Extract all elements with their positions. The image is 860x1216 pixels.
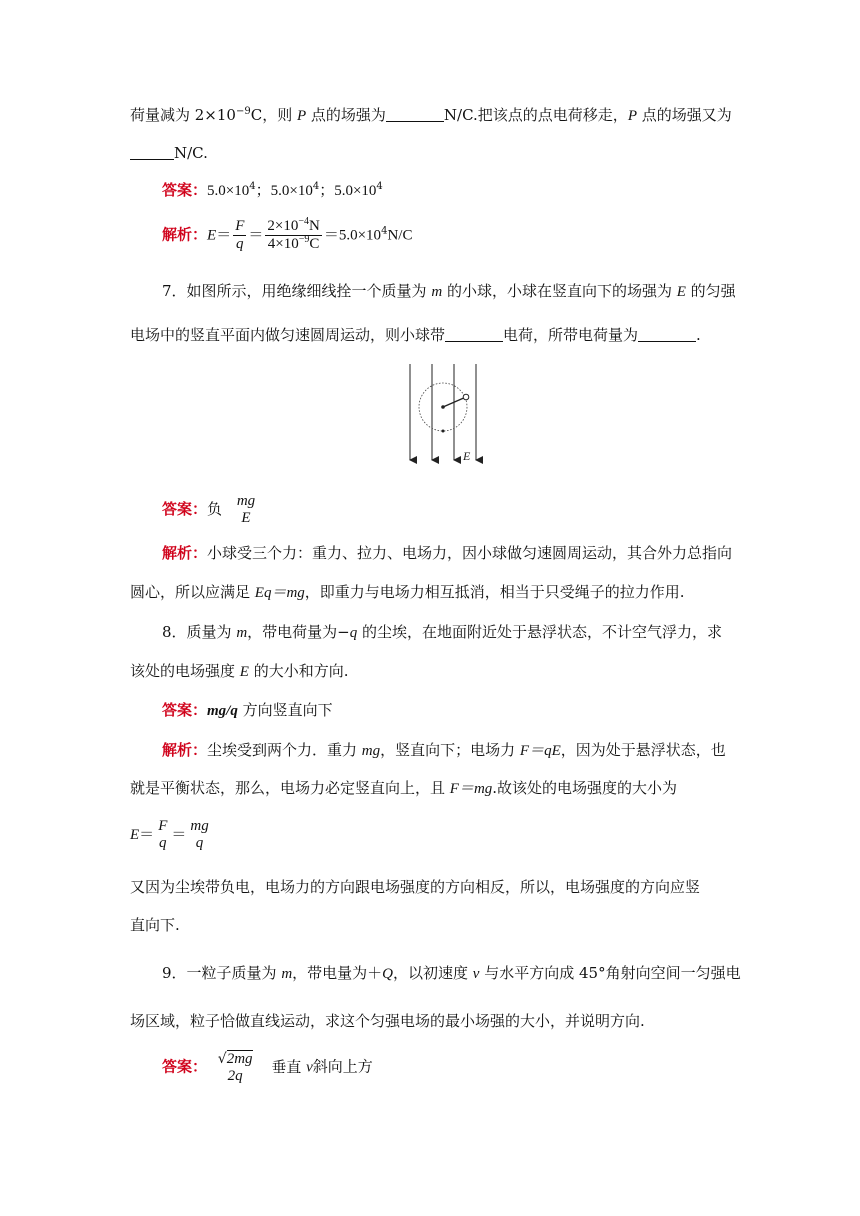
q6-analysis [162, 218, 412, 253]
answer-math: mg/q [207, 703, 238, 719]
q6-answer [162, 180, 383, 201]
denominator: 2q [227, 1068, 243, 1084]
var-q: q [349, 625, 358, 641]
text: 荷量减为 2×10 [130, 106, 236, 124]
q7-line-1 [162, 281, 736, 302]
ball [463, 394, 469, 400]
radicand: 2mg [226, 1051, 253, 1067]
analysis-label: 解析： [162, 544, 208, 562]
text: 点的场强为 [306, 106, 386, 124]
fraction-values [265, 218, 321, 253]
q6-line-1 [130, 105, 732, 126]
q8-formula [130, 818, 213, 852]
text: 4×10 [267, 236, 299, 252]
text: 2×10 [267, 218, 299, 234]
numerator [216, 1050, 255, 1068]
text: 电场中的竖直平面内做匀速圆周运动，则小球带 [130, 326, 446, 344]
var-mg: mg [361, 743, 381, 759]
var-m: m [281, 966, 293, 982]
text: 7．如图所示，用绝缘细线拴一个质量为 [162, 282, 432, 300]
text: ，因为处于悬浮状态，也 [560, 741, 726, 759]
answer-blank [445, 327, 503, 342]
denominator: q [159, 835, 167, 851]
var-e: E [239, 664, 249, 680]
exponent: 4 [312, 181, 320, 192]
var-q: Q [382, 966, 394, 982]
text: 又因为尘埃带负电，电场力的方向跟电场强度的方向相反，所以，电场强度的方向应竖 [130, 878, 701, 896]
unit: N/C [387, 227, 413, 244]
answer-label: 答案： [162, 701, 208, 719]
text: 5.0×10 [207, 183, 250, 199]
q7-line-2 [130, 325, 701, 345]
var-m: m [431, 284, 443, 300]
numerator: F [235, 218, 245, 234]
q8-analysis-2 [130, 778, 677, 799]
text: 点的场强又为 [636, 106, 732, 124]
answer-blank [386, 107, 444, 122]
q7-answer [162, 493, 259, 527]
text: ；5.0×10 [319, 183, 377, 199]
var-m: m [236, 625, 248, 641]
field-label: E [463, 449, 471, 463]
equation: Eq＝mg [254, 585, 305, 601]
exponent: 4 [249, 181, 256, 192]
text: 场区域，粒子恰做直线运动，求这个匀强电场的最小场强的大小，并说明方向. [130, 1012, 645, 1030]
equals: ＝ [139, 825, 155, 843]
text: 尘埃受到两个力．重力 [207, 741, 362, 759]
q8-analysis-1 [162, 740, 726, 761]
text: 就是平衡状态，那么，电场力必定竖直向上，且 [130, 779, 450, 797]
text: 电荷，所带电荷量为 [503, 326, 639, 344]
field-figure [400, 362, 490, 467]
exponent: −9 [298, 234, 310, 245]
text: 方向竖直向下 [237, 701, 333, 719]
pivot [441, 405, 445, 409]
denominator: q [236, 236, 244, 252]
q9-line-2 [130, 1011, 645, 1031]
var-e: E [207, 227, 217, 244]
numerator: F [158, 818, 168, 834]
q7-analysis-1 [162, 543, 732, 563]
q8-line-2 [130, 661, 349, 682]
exponent: −9 [235, 106, 251, 117]
answer-blank [638, 327, 696, 342]
var-e: E [130, 827, 140, 843]
answer-label: 答案： [162, 500, 208, 518]
equals: ＝ [248, 225, 264, 244]
fraction-f-over-q [156, 818, 169, 852]
fraction-mg-over-q [188, 818, 210, 852]
bottom-dot [442, 430, 445, 433]
text: 斜向上方 [312, 1057, 373, 1076]
unit: N [309, 218, 320, 234]
text: N/C.把该点的点电荷移走， [443, 106, 628, 124]
text: 的小球，小球在竖直向下的场强为 [442, 282, 677, 300]
text: 的大小和方向. [248, 662, 349, 680]
text: 小球受三个力：重力、拉力、电场力，因小球做匀速圆周运动，其合外力总指向 [207, 544, 733, 562]
q6-line-2 [130, 143, 208, 163]
text: 圆心，所以应满足 [130, 583, 255, 601]
unit: C [309, 236, 320, 252]
var-p: P [627, 108, 637, 124]
text: C，则 [250, 106, 297, 124]
var-p: P [296, 108, 307, 124]
denominator: q [195, 835, 204, 851]
text: 负 [207, 500, 223, 518]
text: 的匀强 [685, 282, 736, 300]
text: ，带电量为＋ [292, 964, 383, 982]
text: .故该处的电场强度的大小为 [492, 779, 678, 797]
text: . [696, 326, 701, 344]
q7-analysis-2 [130, 582, 685, 603]
text: ＝5.0×10 [323, 227, 382, 244]
fraction-sqrt [216, 1050, 255, 1085]
q8-analysis-3 [130, 877, 700, 897]
q9-line-1 [162, 963, 741, 984]
fraction-mg-over-e [235, 493, 257, 527]
text: ，带电荷量为− [247, 623, 350, 641]
fraction-f-over-q [233, 218, 246, 253]
analysis-label: 解析： [162, 741, 208, 759]
denominator [265, 236, 321, 253]
text: 9．一粒子质量为 [162, 964, 282, 982]
text: 8．质量为 [162, 623, 237, 641]
sqrt-icon: √ [217, 1051, 227, 1067]
text: ，以初速度 [393, 964, 473, 982]
text: ，即重力与电场力相互抵消，相当于只受绳子的拉力作用. [304, 583, 685, 601]
exponent: 4 [381, 225, 388, 237]
equation: F＝qE [519, 743, 561, 759]
equals: ＝ [171, 825, 187, 843]
equation: F＝mg [449, 781, 493, 797]
equals: ＝ [216, 225, 232, 244]
numerator: mg [190, 818, 209, 834]
text: 的尘埃，在地面附近处于悬浮状态，不计空气浮力，求 [357, 623, 723, 641]
numerator [265, 218, 321, 236]
var-e: E [676, 284, 686, 300]
answer-blank [130, 145, 174, 160]
denominator: E [241, 510, 251, 526]
text: 该处的电场强度 [130, 662, 240, 680]
text: 垂直 [271, 1057, 307, 1076]
q8-answer [162, 700, 333, 721]
text: 直向下. [130, 916, 180, 934]
exponent: −4 [298, 216, 309, 227]
text: ；5.0×10 [255, 183, 313, 199]
q9-answer [162, 1050, 373, 1085]
q8-line-1 [162, 622, 722, 643]
var-v: v [306, 1059, 313, 1076]
answer-label: 答案： [162, 1057, 208, 1076]
var-v: v [472, 966, 480, 982]
numerator: mg [236, 493, 256, 509]
text: ，竖直向下；电场力 [380, 741, 520, 759]
answer-label: 答案： [162, 181, 208, 199]
text: N/C. [174, 144, 208, 162]
analysis-label: 解析： [162, 225, 208, 244]
exponent: 4 [376, 181, 383, 192]
text: 与水平方向成 45°角射向空间一匀强电 [479, 964, 741, 982]
q8-analysis-4 [130, 915, 180, 935]
